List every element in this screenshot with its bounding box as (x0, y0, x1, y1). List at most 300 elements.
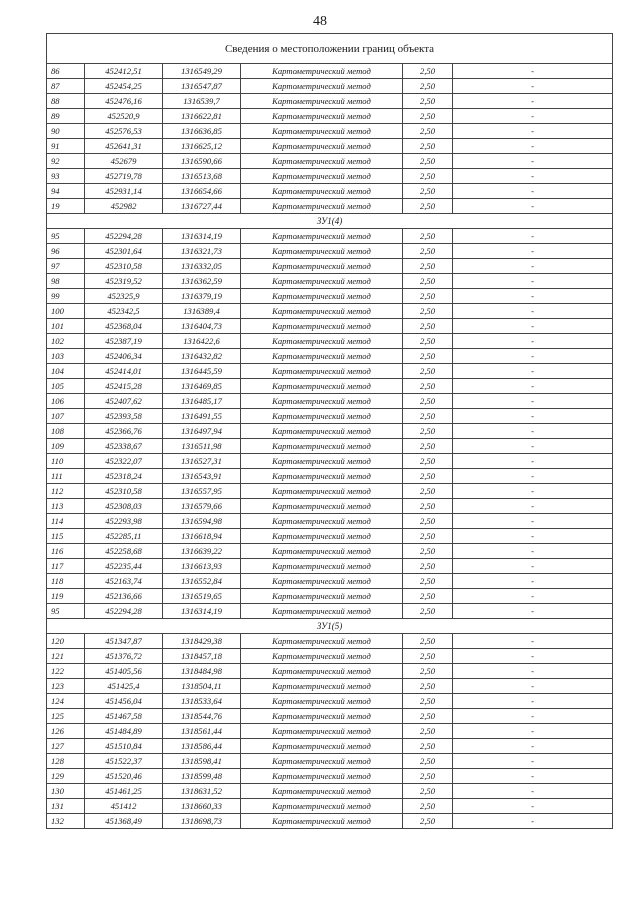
description-cell: - (453, 274, 613, 289)
x-coordinate-cell: 452414,01 (85, 364, 163, 379)
point-number-cell: 127 (47, 739, 85, 754)
y-coordinate-cell: 1316422,6 (163, 334, 241, 349)
x-coordinate-cell: 452931,14 (85, 184, 163, 199)
description-cell: - (453, 259, 613, 274)
point-number-cell: 100 (47, 304, 85, 319)
accuracy-cell: 2,50 (403, 709, 453, 724)
description-cell: - (453, 544, 613, 559)
description-cell: - (453, 694, 613, 709)
point-number-cell: 98 (47, 274, 85, 289)
method-cell: Картометрический метод (241, 184, 403, 199)
description-cell: - (453, 169, 613, 184)
y-coordinate-cell: 1316636,85 (163, 124, 241, 139)
method-cell: Картометрический метод (241, 244, 403, 259)
method-cell: Картометрический метод (241, 124, 403, 139)
x-coordinate-cell: 452387,19 (85, 334, 163, 349)
y-coordinate-cell: 1318533,64 (163, 694, 241, 709)
y-coordinate-cell: 1316362,59 (163, 274, 241, 289)
description-cell: - (453, 484, 613, 499)
point-number-cell: 105 (47, 379, 85, 394)
point-number-cell: 110 (47, 454, 85, 469)
point-number-cell: 96 (47, 244, 85, 259)
y-coordinate-cell: 1316549,29 (163, 64, 241, 79)
y-coordinate-cell: 1316622,81 (163, 109, 241, 124)
table-row (47, 304, 613, 319)
y-coordinate-cell: 1318457,18 (163, 649, 241, 664)
table-row (47, 364, 613, 379)
x-coordinate-cell: 452163,74 (85, 574, 163, 589)
description-cell: - (453, 109, 613, 124)
y-coordinate-cell: 1318586,44 (163, 739, 241, 754)
x-coordinate-cell: 452325,9 (85, 289, 163, 304)
table-row (47, 289, 613, 304)
x-coordinate-cell: 452310,58 (85, 259, 163, 274)
table-row (47, 79, 613, 94)
description-cell: - (453, 649, 613, 664)
accuracy-cell: 2,50 (403, 499, 453, 514)
accuracy-cell: 2,50 (403, 154, 453, 169)
description-cell: - (453, 409, 613, 424)
table-row (47, 139, 613, 154)
accuracy-cell: 2,50 (403, 574, 453, 589)
x-coordinate-cell: 452258,68 (85, 544, 163, 559)
accuracy-cell: 2,50 (403, 514, 453, 529)
description-cell: - (453, 394, 613, 409)
method-cell: Картометрический метод (241, 349, 403, 364)
accuracy-cell: 2,50 (403, 364, 453, 379)
method-cell: Картометрический метод (241, 334, 403, 349)
y-coordinate-cell: 1318429,38 (163, 634, 241, 649)
x-coordinate-cell: 451522,37 (85, 754, 163, 769)
y-coordinate-cell: 1316590,66 (163, 154, 241, 169)
x-coordinate-cell: 451461,25 (85, 784, 163, 799)
table-row (47, 439, 613, 454)
method-cell: Картометрический метод (241, 229, 403, 244)
point-number-cell: 94 (47, 184, 85, 199)
y-coordinate-cell: 1316613,93 (163, 559, 241, 574)
method-cell: Картометрический метод (241, 544, 403, 559)
description-cell: - (453, 364, 613, 379)
accuracy-cell: 2,50 (403, 484, 453, 499)
method-cell: Картометрический метод (241, 709, 403, 724)
accuracy-cell: 2,50 (403, 244, 453, 259)
x-coordinate-cell: 452136,66 (85, 589, 163, 604)
description-cell: - (453, 604, 613, 619)
y-coordinate-cell: 1316547,87 (163, 79, 241, 94)
y-coordinate-cell: 1316497,94 (163, 424, 241, 439)
accuracy-cell: 2,50 (403, 424, 453, 439)
table-row (47, 604, 613, 619)
x-coordinate-cell: 451347,87 (85, 634, 163, 649)
accuracy-cell: 2,50 (403, 649, 453, 664)
point-number-cell: 19 (47, 199, 85, 214)
y-coordinate-cell: 1316543,91 (163, 469, 241, 484)
table-row (47, 274, 613, 289)
y-coordinate-cell: 1316654,66 (163, 184, 241, 199)
table-row (47, 319, 613, 334)
method-cell: Картометрический метод (241, 679, 403, 694)
x-coordinate-cell: 451510,84 (85, 739, 163, 754)
y-coordinate-cell: 1316625,12 (163, 139, 241, 154)
x-coordinate-cell: 452308,03 (85, 499, 163, 514)
table-row (47, 544, 613, 559)
description-cell: - (453, 724, 613, 739)
y-coordinate-cell: 1316332,05 (163, 259, 241, 274)
point-number-cell: 99 (47, 289, 85, 304)
description-cell: - (453, 514, 613, 529)
point-number-cell: 88 (47, 94, 85, 109)
accuracy-cell: 2,50 (403, 634, 453, 649)
accuracy-cell: 2,50 (403, 109, 453, 124)
table-row (47, 664, 613, 679)
table-row (47, 784, 613, 799)
section-header-row (47, 619, 613, 634)
description-cell: - (453, 64, 613, 79)
section-header-row (47, 214, 613, 229)
table-row (47, 379, 613, 394)
point-number-cell: 103 (47, 349, 85, 364)
table-row (47, 679, 613, 694)
y-coordinate-cell: 1316618,94 (163, 529, 241, 544)
y-coordinate-cell: 1316321,73 (163, 244, 241, 259)
point-number-cell: 108 (47, 424, 85, 439)
point-number-cell: 92 (47, 154, 85, 169)
method-cell: Картометрический метод (241, 754, 403, 769)
x-coordinate-cell: 452310,58 (85, 484, 163, 499)
y-coordinate-cell: 1316432,82 (163, 349, 241, 364)
y-coordinate-cell: 1316445,59 (163, 364, 241, 379)
table-row (47, 199, 613, 214)
description-cell: - (453, 199, 613, 214)
y-coordinate-cell: 1316527,31 (163, 454, 241, 469)
y-coordinate-cell: 1316552,84 (163, 574, 241, 589)
description-cell: - (453, 439, 613, 454)
description-cell: - (453, 784, 613, 799)
table-row (47, 229, 613, 244)
point-number-cell: 118 (47, 574, 85, 589)
x-coordinate-cell: 452576,53 (85, 124, 163, 139)
x-coordinate-cell: 452679 (85, 154, 163, 169)
method-cell: Картометрический метод (241, 289, 403, 304)
x-coordinate-cell: 452366,76 (85, 424, 163, 439)
x-coordinate-cell: 451484,89 (85, 724, 163, 739)
accuracy-cell: 2,50 (403, 454, 453, 469)
point-number-cell: 121 (47, 649, 85, 664)
description-cell: - (453, 529, 613, 544)
table-row (47, 454, 613, 469)
y-coordinate-cell: 1318561,44 (163, 724, 241, 739)
x-coordinate-cell: 452322,07 (85, 454, 163, 469)
table-row (47, 724, 613, 739)
y-coordinate-cell: 1316491,55 (163, 409, 241, 424)
y-coordinate-cell: 1318631,52 (163, 784, 241, 799)
description-cell: - (453, 799, 613, 814)
description-cell: - (453, 814, 613, 829)
method-cell: Картометрический метод (241, 814, 403, 829)
y-coordinate-cell: 1316727,44 (163, 199, 241, 214)
method-cell: Картометрический метод (241, 139, 403, 154)
method-cell: Картометрический метод (241, 439, 403, 454)
description-cell: - (453, 499, 613, 514)
accuracy-cell: 2,50 (403, 439, 453, 454)
y-coordinate-cell: 1316519,65 (163, 589, 241, 604)
table-row (47, 394, 613, 409)
y-coordinate-cell: 1318698,73 (163, 814, 241, 829)
point-number-cell: 125 (47, 709, 85, 724)
description-cell: - (453, 334, 613, 349)
accuracy-cell: 2,50 (403, 184, 453, 199)
table-row (47, 184, 613, 199)
x-coordinate-cell: 452719,78 (85, 169, 163, 184)
accuracy-cell: 2,50 (403, 274, 453, 289)
method-cell: Картометрический метод (241, 454, 403, 469)
table-row (47, 484, 613, 499)
description-cell: - (453, 139, 613, 154)
table-row (47, 754, 613, 769)
x-coordinate-cell: 452318,24 (85, 469, 163, 484)
table-row (47, 349, 613, 364)
table-row (47, 154, 613, 169)
method-cell: Картометрический метод (241, 649, 403, 664)
method-cell: Картометрический метод (241, 514, 403, 529)
method-cell: Картометрический метод (241, 634, 403, 649)
point-number-cell: 128 (47, 754, 85, 769)
description-cell: - (453, 679, 613, 694)
table-row (47, 694, 613, 709)
point-number-cell: 115 (47, 529, 85, 544)
accuracy-cell: 2,50 (403, 334, 453, 349)
method-cell: Картометрический метод (241, 574, 403, 589)
x-coordinate-cell: 452293,98 (85, 514, 163, 529)
accuracy-cell: 2,50 (403, 664, 453, 679)
x-coordinate-cell: 452342,5 (85, 304, 163, 319)
x-coordinate-cell: 451412 (85, 799, 163, 814)
point-number-cell: 116 (47, 544, 85, 559)
method-cell: Картометрический метод (241, 409, 403, 424)
x-coordinate-cell: 452338,67 (85, 439, 163, 454)
y-coordinate-cell: 1316404,73 (163, 319, 241, 334)
table-row (47, 634, 613, 649)
description-cell: - (453, 304, 613, 319)
x-coordinate-cell: 452294,28 (85, 229, 163, 244)
point-number-cell: 126 (47, 724, 85, 739)
y-coordinate-cell: 1316539,7 (163, 94, 241, 109)
table-row (47, 589, 613, 604)
description-cell: - (453, 244, 613, 259)
x-coordinate-cell: 452368,04 (85, 319, 163, 334)
method-cell: Картометрический метод (241, 304, 403, 319)
accuracy-cell: 2,50 (403, 199, 453, 214)
table-row (47, 529, 613, 544)
point-number-cell: 93 (47, 169, 85, 184)
accuracy-cell: 2,50 (403, 754, 453, 769)
description-cell: - (453, 184, 613, 199)
accuracy-cell: 2,50 (403, 79, 453, 94)
point-number-cell: 123 (47, 679, 85, 694)
method-cell: Картометрический метод (241, 94, 403, 109)
table-row (47, 244, 613, 259)
x-coordinate-cell: 452319,52 (85, 274, 163, 289)
table-row (47, 424, 613, 439)
x-coordinate-cell: 452412,51 (85, 64, 163, 79)
x-coordinate-cell: 452476,16 (85, 94, 163, 109)
x-coordinate-cell: 451425,4 (85, 679, 163, 694)
boundary-coordinates-table (46, 33, 613, 829)
table-row (47, 409, 613, 424)
description-cell: - (453, 154, 613, 169)
description-cell: - (453, 469, 613, 484)
table-row (47, 559, 613, 574)
accuracy-cell: 2,50 (403, 679, 453, 694)
y-coordinate-cell: 1316379,19 (163, 289, 241, 304)
method-cell: Картометрический метод (241, 694, 403, 709)
y-coordinate-cell: 1316513,68 (163, 169, 241, 184)
x-coordinate-cell: 452301,64 (85, 244, 163, 259)
table-row (47, 514, 613, 529)
accuracy-cell: 2,50 (403, 409, 453, 424)
x-coordinate-cell: 452235,44 (85, 559, 163, 574)
method-cell: Картометрический метод (241, 499, 403, 514)
point-number-cell: 102 (47, 334, 85, 349)
method-cell: Картометрический метод (241, 664, 403, 679)
description-cell: - (453, 229, 613, 244)
x-coordinate-cell: 451467,58 (85, 709, 163, 724)
x-coordinate-cell: 452406,34 (85, 349, 163, 364)
x-coordinate-cell: 452285,11 (85, 529, 163, 544)
point-number-cell: 106 (47, 394, 85, 409)
description-cell: - (453, 94, 613, 109)
x-coordinate-cell: 452393,58 (85, 409, 163, 424)
table-row (47, 259, 613, 274)
method-cell: Картометрический метод (241, 379, 403, 394)
accuracy-cell: 2,50 (403, 694, 453, 709)
x-coordinate-cell: 452520,9 (85, 109, 163, 124)
point-number-cell: 112 (47, 484, 85, 499)
method-cell: Картометрический метод (241, 64, 403, 79)
point-number-cell: 114 (47, 514, 85, 529)
method-cell: Картометрический метод (241, 724, 403, 739)
x-coordinate-cell: 452294,28 (85, 604, 163, 619)
y-coordinate-cell: 1316557,95 (163, 484, 241, 499)
method-cell: Картометрический метод (241, 364, 403, 379)
method-cell: Картометрический метод (241, 604, 403, 619)
accuracy-cell: 2,50 (403, 379, 453, 394)
x-coordinate-cell: 451456,04 (85, 694, 163, 709)
x-coordinate-cell: 452641,31 (85, 139, 163, 154)
accuracy-cell: 2,50 (403, 64, 453, 79)
method-cell: Картометрический метод (241, 784, 403, 799)
accuracy-cell: 2,50 (403, 169, 453, 184)
description-cell: - (453, 754, 613, 769)
description-cell: - (453, 589, 613, 604)
y-coordinate-cell: 1318544,76 (163, 709, 241, 724)
method-cell: Картометрический метод (241, 424, 403, 439)
description-cell: - (453, 634, 613, 649)
description-cell: - (453, 739, 613, 754)
accuracy-cell: 2,50 (403, 139, 453, 154)
table-row (47, 169, 613, 184)
description-cell: - (453, 574, 613, 589)
accuracy-cell: 2,50 (403, 349, 453, 364)
x-coordinate-cell: 451368,49 (85, 814, 163, 829)
table-row (47, 799, 613, 814)
method-cell: Картометрический метод (241, 469, 403, 484)
section-name: ЗУ1(5) (47, 619, 613, 634)
table-row (47, 124, 613, 139)
method-cell: Картометрический метод (241, 799, 403, 814)
page-number: 48 (313, 14, 327, 29)
table-row (47, 64, 613, 79)
accuracy-cell: 2,50 (403, 799, 453, 814)
y-coordinate-cell: 1316314,19 (163, 604, 241, 619)
table-row (47, 574, 613, 589)
y-coordinate-cell: 1316639,22 (163, 544, 241, 559)
accuracy-cell: 2,50 (403, 319, 453, 334)
point-number-cell: 131 (47, 799, 85, 814)
description-cell: - (453, 664, 613, 679)
description-cell: - (453, 559, 613, 574)
y-coordinate-cell: 1316511,98 (163, 439, 241, 454)
description-cell: - (453, 769, 613, 784)
y-coordinate-cell: 1316469,85 (163, 379, 241, 394)
point-number-cell: 104 (47, 364, 85, 379)
point-number-cell: 97 (47, 259, 85, 274)
point-number-cell: 89 (47, 109, 85, 124)
x-coordinate-cell: 451520,46 (85, 769, 163, 784)
accuracy-cell: 2,50 (403, 559, 453, 574)
point-number-cell: 111 (47, 469, 85, 484)
method-cell: Картометрический метод (241, 274, 403, 289)
y-coordinate-cell: 1316314,19 (163, 229, 241, 244)
method-cell: Картометрический метод (241, 79, 403, 94)
table-row (47, 814, 613, 829)
point-number-cell: 119 (47, 589, 85, 604)
x-coordinate-cell: 452982 (85, 199, 163, 214)
accuracy-cell: 2,50 (403, 529, 453, 544)
x-coordinate-cell: 451405,56 (85, 664, 163, 679)
method-cell: Картометрический метод (241, 529, 403, 544)
accuracy-cell: 2,50 (403, 589, 453, 604)
table-row (47, 334, 613, 349)
table-row (47, 649, 613, 664)
description-cell: - (453, 79, 613, 94)
description-cell: - (453, 349, 613, 364)
point-number-cell: 95 (47, 229, 85, 244)
method-cell: Картометрический метод (241, 559, 403, 574)
accuracy-cell: 2,50 (403, 544, 453, 559)
point-number-cell: 117 (47, 559, 85, 574)
method-cell: Картометрический метод (241, 109, 403, 124)
table-row (47, 739, 613, 754)
table-row (47, 109, 613, 124)
description-cell: - (453, 124, 613, 139)
point-number-cell: 122 (47, 664, 85, 679)
y-coordinate-cell: 1316485,17 (163, 394, 241, 409)
accuracy-cell: 2,50 (403, 289, 453, 304)
point-number-cell: 87 (47, 79, 85, 94)
y-coordinate-cell: 1318598,41 (163, 754, 241, 769)
accuracy-cell: 2,50 (403, 814, 453, 829)
description-cell: - (453, 319, 613, 334)
description-cell: - (453, 424, 613, 439)
point-number-cell: 132 (47, 814, 85, 829)
point-number-cell: 130 (47, 784, 85, 799)
point-number-cell: 109 (47, 439, 85, 454)
method-cell: Картометрический метод (241, 259, 403, 274)
accuracy-cell: 2,50 (403, 304, 453, 319)
point-number-cell: 107 (47, 409, 85, 424)
table-row (47, 94, 613, 109)
